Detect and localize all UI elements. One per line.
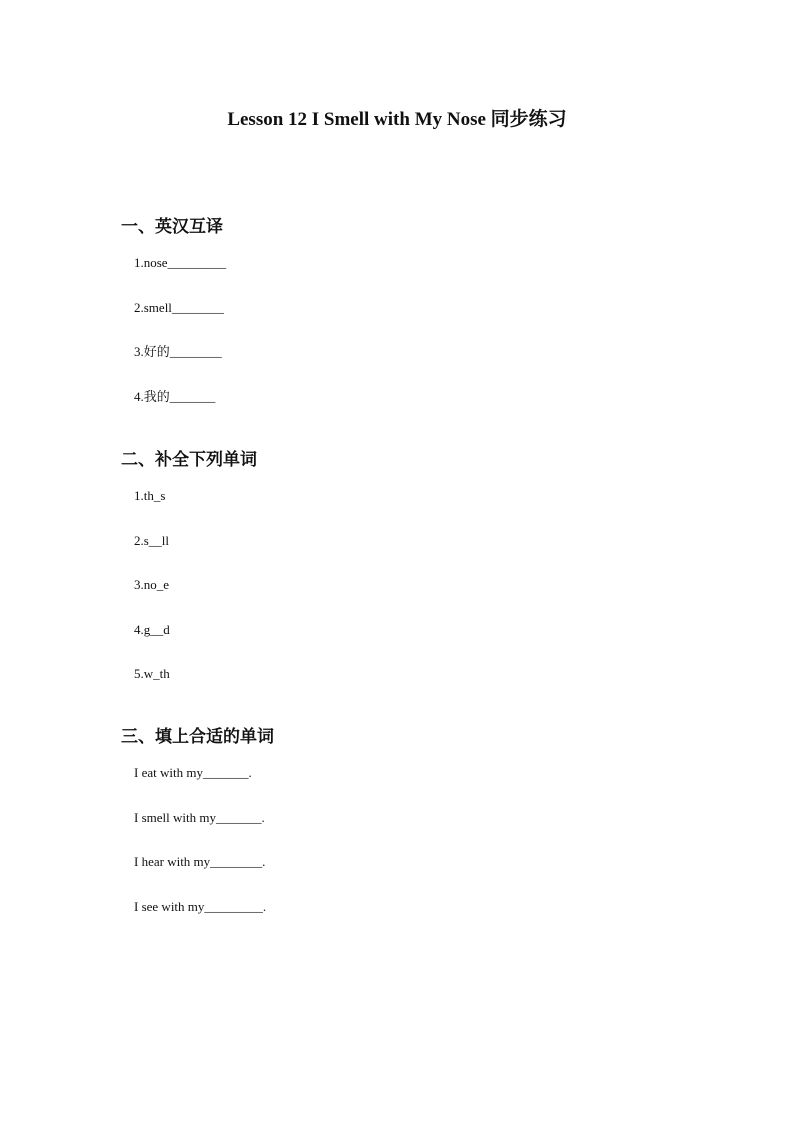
question-item: I hear with my________. xyxy=(134,854,266,869)
question-item: 2.smell________ xyxy=(134,299,224,315)
page-title: Lesson 12 I Smell with My Nose 同步练习 xyxy=(227,109,567,130)
section-heading: 三、填上合适的单词 xyxy=(121,727,274,747)
question-item: 3.no_e xyxy=(134,577,170,592)
question-list xyxy=(134,472,681,709)
question-item: 2.s__ll xyxy=(134,532,170,548)
question-item: 1.nose_________ xyxy=(134,255,227,270)
section-heading: 一、英汉互译 xyxy=(121,217,223,237)
question-list xyxy=(134,239,681,431)
question-item: 4.g__d xyxy=(134,621,170,637)
section-fill-in xyxy=(121,725,681,941)
question-item: 5.w_th xyxy=(134,666,170,681)
question-item: I eat with my_______. xyxy=(134,765,252,780)
question-item: 1.th_s xyxy=(134,488,166,503)
question-item: I see with my_________. xyxy=(134,898,267,914)
question-item: 3.好的________ xyxy=(134,344,222,359)
section-translation xyxy=(121,215,681,431)
question-item: I smell with my_______. xyxy=(134,809,265,825)
question-item: 4.我的_______ xyxy=(134,388,216,404)
section-complete-words xyxy=(121,448,681,709)
question-list xyxy=(134,749,681,941)
section-heading: 二、补全下列单词 xyxy=(121,450,257,470)
